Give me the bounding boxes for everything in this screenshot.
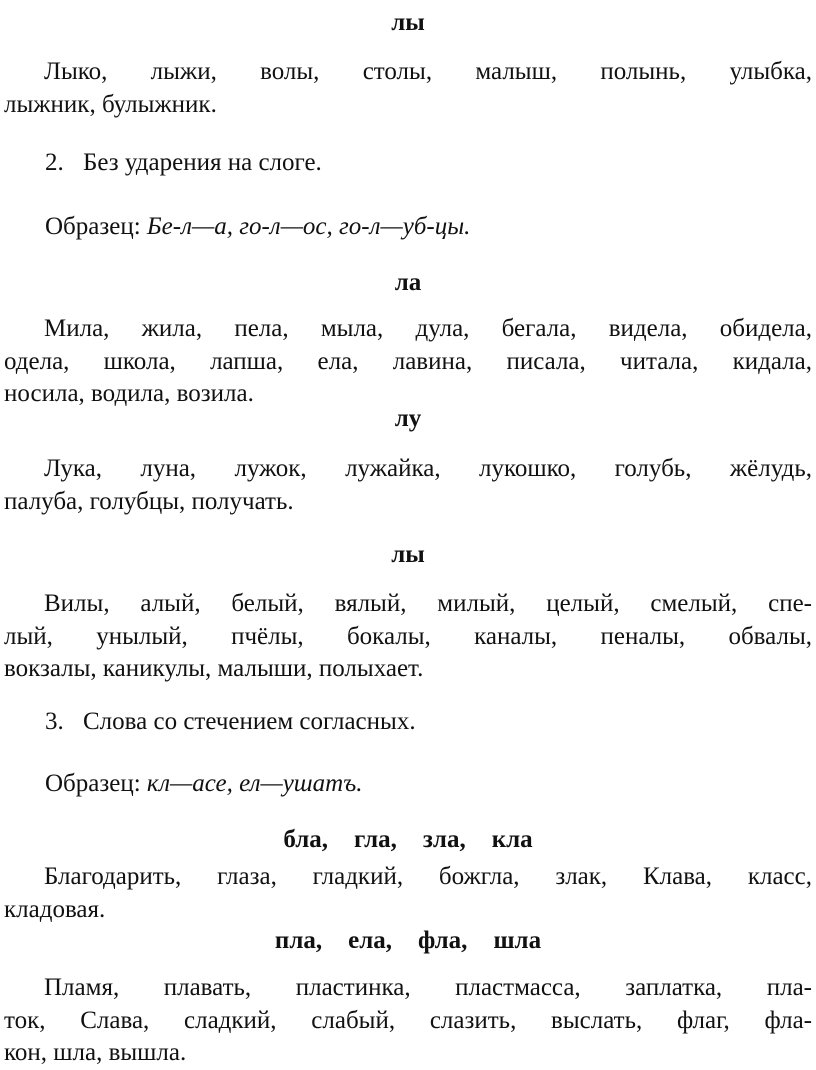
- syllable: бла,: [283, 826, 329, 853]
- section-heading-ly-mid: лы: [391, 541, 425, 568]
- section-heading-group-2: [0, 926, 816, 956]
- text-line: лый, унылый, пчёлы, бокалы, каналы, пеналы, обвалы,: [4, 622, 812, 650]
- text-line: Пламя, плавать, пластинка, пластмасса, заплатка, пла-: [44, 974, 812, 1001]
- syllable: кла: [491, 826, 533, 853]
- syllable: фла,: [417, 927, 468, 954]
- paragraph-mila: [4, 313, 812, 411]
- list-item-3: [45, 706, 416, 738]
- paragraph-blago: [4, 861, 812, 926]
- text-line: лыжник, булыжник.: [4, 90, 217, 118]
- list-item-text: Без ударения на слоге.: [83, 149, 322, 176]
- list-item-number: 2.: [45, 149, 64, 176]
- text-line: ток, Слава, сладкий, слабый, слазить, выслать, флаг, фла-: [4, 1006, 812, 1034]
- text-line: Лука, луна, лужок, лужайка, лукошко, голубь, жёлудь,: [44, 455, 812, 482]
- text-line: кладовая.: [4, 895, 106, 923]
- syllable: зла,: [422, 826, 466, 853]
- sample-label: Образец:: [45, 770, 141, 797]
- list-item-2: [45, 147, 322, 179]
- text-line: палуба, голубцы, получать.: [4, 487, 294, 515]
- text-line: вокзалы, каникулы, малыши, полыхает.: [4, 655, 424, 682]
- text-line: одела, школа, лапша, ела, лавина, писала, читала, кидала,: [4, 347, 812, 375]
- sample-2: [45, 768, 362, 800]
- text-line: Благодарить, глаза, гладкий, божгла, злак, Клава, класс,: [44, 863, 812, 890]
- syllable: пла,: [274, 927, 323, 954]
- section-heading-group-1: [0, 825, 816, 855]
- sample-1: [45, 211, 470, 243]
- syllable: шла: [493, 927, 542, 954]
- text-line: носила, водила, возила.: [4, 380, 254, 407]
- paragraph-vily: [4, 588, 812, 686]
- sample-label: Образец:: [45, 213, 141, 240]
- paragraph-lyko: [4, 56, 812, 121]
- section-heading-la: ла: [394, 269, 422, 296]
- sample-text: кл—асе, ел—ушатъ.: [146, 770, 363, 797]
- paragraph-luka: [4, 453, 812, 518]
- list-item-text: Слова со стечением согласных.: [83, 708, 416, 735]
- list-item-number: 3.: [45, 708, 64, 735]
- text-line: Мила, жила, пела, мыла, дула, бегала, видела, обидела,: [44, 315, 812, 342]
- text-line: кон, шла, вышла.: [4, 1039, 187, 1066]
- syllable: ела,: [348, 927, 392, 954]
- sample-text: Бе-л—а, го-л—ос, го-л—уб-цы.: [146, 213, 471, 240]
- text-line: Лыко, лыжи, волы, столы, малыш, полынь, улыбка,: [44, 58, 812, 85]
- section-heading-lu: лу: [394, 405, 422, 432]
- paragraph-plamya: [4, 972, 812, 1070]
- text-line: Вилы, алый, белый, вялый, милый, целый, смелый, спе-: [44, 590, 812, 617]
- syllable: гла,: [354, 826, 397, 853]
- section-heading-ly-top: лы: [391, 9, 425, 36]
